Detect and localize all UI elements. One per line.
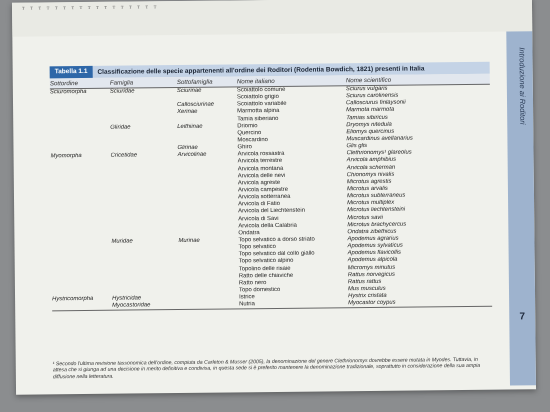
- cell-nome-italiano: Istrice: [239, 294, 255, 301]
- table-body: [50, 85, 492, 312]
- cell-nome-scientifico: Mus musculus: [347, 285, 386, 293]
- cell-famiglia: Gliridae: [110, 124, 131, 131]
- cell-nome-scientifico: Marmota marmota: [346, 107, 395, 114]
- cell-nome-scientifico: Eliomys quercinus: [346, 128, 395, 136]
- cell-nome-scientifico: Ondatra zibethicus: [347, 228, 397, 236]
- cell-nome-italiano: Arvicola terrestre: [237, 158, 283, 165]
- cell-nome-scientifico: Callosciurus finlaysonii: [346, 99, 406, 107]
- cell-nome-scientifico: Sciurus carolinensis: [345, 92, 399, 100]
- book-page: [12, 0, 536, 395]
- cell-sottordine: Sciuromorpha: [49, 88, 87, 96]
- cell-sottofamiglia: Callosciurinae: [177, 101, 215, 109]
- cell-sottordine: [52, 303, 112, 311]
- cell-nome-italiano: Ghiro: [237, 144, 252, 151]
- cell-famiglia: Myocastoridae: [112, 302, 151, 309]
- cell-famiglia: Hystricidae: [112, 295, 142, 302]
- cell-nome-scientifico: Myocastor coypus: [348, 299, 396, 307]
- cell-nome-italiano: Topo selvatico dal collo giallo: [238, 250, 315, 258]
- cell-nome-scientifico: Tamias sibiricus: [346, 114, 388, 121]
- cell-nome-italiano: Topolino delle risaie: [238, 265, 291, 272]
- table-label: Tabella 1.1: [50, 66, 93, 78]
- cell-nome-italiano: Topo selvatico a dorso striato: [238, 236, 315, 244]
- cell-sottofamiglia: Sciurinae: [176, 87, 202, 95]
- cell-sottordine: Myomorpha: [50, 153, 82, 160]
- previous-page-strip: [12, 0, 532, 37]
- cell-nome-italiano: Arvicola del Liechtenstein: [238, 208, 306, 215]
- header-nome-italiano: Nome italiano: [236, 77, 275, 86]
- cell-nome-italiano: Scoiattolo variabile: [237, 101, 287, 108]
- cell-nome-italiano: Marmotta alpina: [237, 108, 280, 115]
- cell-nome-scientifico: Microtus agrestis: [346, 178, 392, 186]
- cell-nome-italiano: Topo selvatico alpino: [238, 258, 294, 265]
- cell-nome-scientifico: Apodemus alpicola: [347, 257, 398, 264]
- cell-sottofamiglia: Xerinae: [177, 109, 198, 116]
- cell-nome-scientifico: Dryomys nitedula: [346, 121, 392, 128]
- cell-nome-italiano: Arvicola sotterranea: [237, 193, 291, 201]
- cell-nome-italiano: Scoiattolo grigio: [236, 94, 279, 101]
- cell-nome-italiano: Arvicola delle nevi: [237, 172, 286, 180]
- table-title: Classificazione delle specie appartenenti all'ordine dei Roditori (Rodentia Bowdich, 1821) presenti in Italia: [97, 64, 425, 76]
- cell-nome-italiano: Arvicola della Calabria: [238, 222, 297, 230]
- cell-sottordine: Hystricomorpha: [52, 295, 94, 303]
- cell-nome-italiano: Topo domestico: [238, 286, 281, 294]
- cell-nome-italiano: Arvicola campestre: [237, 186, 289, 194]
- cell-famiglia: Muridae: [111, 238, 133, 245]
- cell-nome-italiano: Topo selvatico: [238, 244, 276, 251]
- cell-sottofamiglia: Murinae: [178, 237, 200, 244]
- header-sottordine: Sottordine: [49, 80, 79, 88]
- cell-nome-scientifico: Chionomys nivalis: [346, 171, 395, 178]
- header-sottofamiglia: Sottofamiglia: [176, 78, 213, 87]
- cell-nome-scientifico: Microtus subterraneus: [346, 192, 406, 200]
- cell-nome-italiano: Scoiattolo comune: [236, 86, 286, 94]
- running-title: Introduzione ai Roditori: [517, 47, 528, 125]
- cell-nome-italiano: Tamia siberiano: [237, 115, 279, 122]
- page-number: 7: [519, 311, 526, 323]
- cell-famiglia: Cricetidae: [110, 152, 138, 159]
- cell-nome-scientifico: Rattus norvegicus: [347, 271, 396, 278]
- cell-nome-scientifico: Micromys minutus: [347, 264, 396, 271]
- cell-nome-italiano: Quercino: [237, 129, 262, 137]
- cell-sottofamiglia: Leithiinae: [177, 123, 203, 130]
- cell-nome-scientifico: Apodemus agrarius: [347, 235, 399, 243]
- cell-nome-italiano: Arvicola di Fatio: [238, 201, 281, 208]
- cell-sottofamiglia: Arvicolinae: [177, 151, 207, 159]
- header-famiglia: Famiglia: [109, 79, 134, 87]
- cell-nome-scientifico: Microtus brachycercus: [347, 221, 407, 228]
- cell-nome-scientifico: Muscardinus avellanarius: [346, 135, 413, 143]
- cell-nome-scientifico: Apodemus flavicollis: [347, 249, 402, 257]
- cell-nome-italiano: Ratto nero: [238, 279, 267, 287]
- cell-nome-scientifico: Apodemus sylvaticus: [347, 242, 403, 250]
- cell-nome-scientifico: Microtus multiplex: [347, 199, 395, 207]
- cell-nome-scientifico: Rattus rattus: [347, 278, 382, 286]
- cell-nome-scientifico: Microtus liechtensteini: [347, 207, 406, 214]
- top-fragment: ᴛ ᴛ ᴛ ᴛ ᴛ ᴛ ᴛ ᴛ ᴛ ᴛ ᴛ ᴛ ᴛ ᴛ ᴛ ᴛ ᴛ: [21, 3, 158, 12]
- cell-nome-scientifico: Clethrionomys¹ glareolus: [346, 149, 412, 157]
- cell-nome-scientifico: Arvicola amphibius: [346, 157, 397, 164]
- cell-nome-scientifico: Glis glis: [346, 143, 368, 150]
- cell-nome-scientifico: Microtus savii: [347, 214, 383, 221]
- cell-nome-scientifico: Microtus arvalis: [346, 185, 388, 193]
- cell-nome-italiano: Arvicola agreste: [237, 179, 281, 187]
- cell-nome-scientifico: Sciurus vulgaris: [345, 85, 388, 93]
- cell-nome-italiano: Arvicola rossastra: [237, 151, 285, 158]
- cell-nome-italiano: Ratto delle chiaviche: [238, 272, 294, 280]
- cell-nome-scientifico: Hystrix cristata: [348, 292, 387, 300]
- cell-nome-scientifico: Arvicola scherman: [346, 164, 396, 171]
- cell-nome-italiano: Arvicola montana: [237, 165, 284, 172]
- cell-nome-italiano: Driomio: [237, 122, 258, 130]
- footnote: ¹ Secondo l'ultima revisione tassonomica dell'ordine, compiuta da Carleton & Musser (2005), la denominazione del genere Clethrionomys dovrebbe essere mutata in Myodes. Tuttavia, in attesa che si giunga ad una decisione in merito definitiva e condivisa, in questa sede si è preferito mantenere la denominazione tradizionale, soprattutto in considerazione della sua ampia diffusione nella letteratura.: [52, 356, 481, 381]
- cell-sottofamiglia: Glirinae: [177, 144, 198, 152]
- cell-nome-italiano: Arvicola di Savi: [238, 215, 279, 222]
- cell-nome-italiano: Ondatra: [238, 229, 260, 237]
- cell-nome-italiano: Moscardino: [237, 137, 268, 144]
- cell-famiglia: Sciuridae: [109, 88, 135, 95]
- species-table: [50, 62, 493, 312]
- cell-sottofamiglia: [179, 302, 239, 310]
- header-nome-scientifico: Nome scientifico: [345, 76, 392, 85]
- cell-nome-italiano: Nutria: [239, 301, 255, 308]
